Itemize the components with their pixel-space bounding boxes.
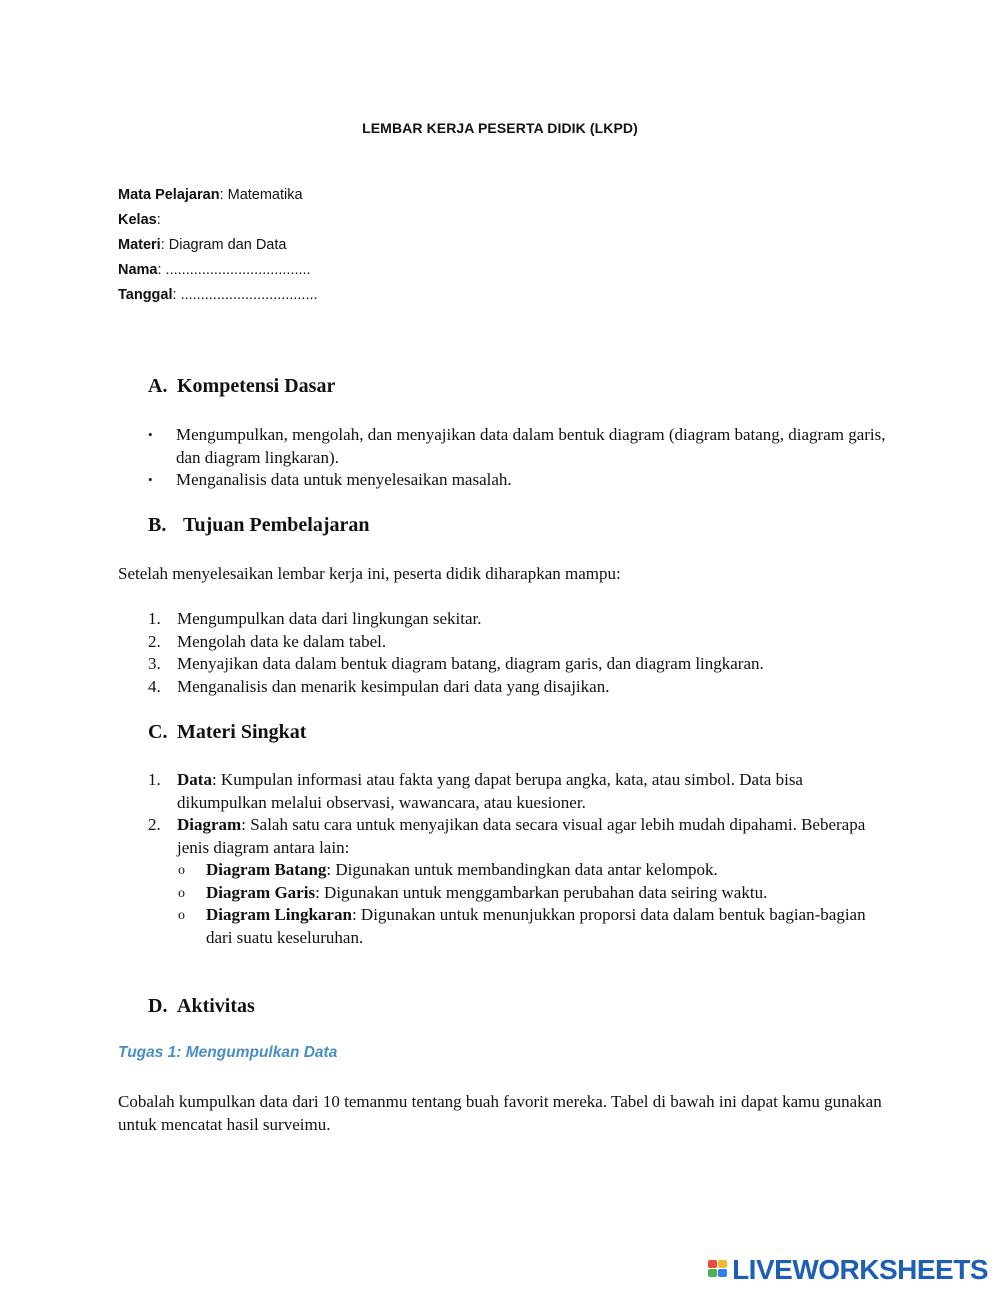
liveworksheets-icon xyxy=(708,1257,728,1283)
list-item: 3. Menyajikan data dalam bentuk diagram batang, diagram garis, dan diagram lingkaran. xyxy=(148,654,764,673)
circle-bullet-icon: o xyxy=(178,863,185,878)
meta-name: Nama: .................................... xyxy=(118,262,311,278)
sub-list-item: o Diagram Garis: Digunakan untuk menggambarkan perubahan data seiring waktu. xyxy=(148,882,878,905)
section-a-list xyxy=(148,424,893,492)
sub-list-item: o Diagram Lingkaran: Digunakan untuk menunjukkan proporsi data dalam bentuk bagian-bagian dari suatu keseluruhan. xyxy=(178,905,866,947)
bullet-icon: • xyxy=(148,472,153,487)
circle-bullet-icon: o xyxy=(178,885,185,901)
section-b-heading: B. Tujuan Pembelajaran xyxy=(148,514,370,536)
list-item: 2. Mengolah data ke dalam tabel. xyxy=(148,631,387,651)
brand-name: LIVEWORKSHEETS xyxy=(732,1254,988,1285)
section-c-list xyxy=(148,769,878,949)
list-item: 4. Menganalisis dan menarik kesimpulan dari data yang disajikan. xyxy=(148,676,610,696)
section-c-heading: C. Materi Singkat xyxy=(148,721,307,743)
meta-subject: Mata Pelajaran: Matematika xyxy=(118,187,303,203)
liveworksheets-logo xyxy=(708,1254,988,1286)
section-d-heading: D. Aktivitas xyxy=(148,995,255,1017)
list-item: 2. Diagram: Salah satu cara untuk menyajikan data secara visual agar lebih mudah dipahami. Beberapa jenis diagram antara lain: o Diagram Batang: Digunakan untuk membandingkan data antar kelompok. o Diagram Garis: Digunakan untuk menggambarkan perubahan data seiring waktu. o Diagram Lingkaran: Digunakan untuk menunjukkan proporsi data dalam bentuk bagian-bagian dari suatu keseluruhan. xyxy=(148,814,878,949)
section-b-list xyxy=(148,608,908,698)
sub-list-item: o Diagram Batang: Digunakan untuk membandingkan data antar kelompok. xyxy=(148,859,878,882)
task-description: Cobalah kumpulkan data dari 10 temanmu tentang buah favorit mereka. Tabel di bawah ini dapat kamu gunakan untuk mencatat hasil surveimu. xyxy=(118,1092,882,1134)
list-item: • Mengumpulkan, mengolah, dan menyajikan data dalam bentuk diagram (diagram batang, diagram garis, dan diagram lingkaran). xyxy=(148,425,886,467)
bullet-icon: • xyxy=(148,427,153,442)
page-title: LEMBAR KERJA PESERTA DIDIK (LKPD) xyxy=(362,120,638,136)
section-a-heading: A. Kompetensi Dasar xyxy=(148,375,336,397)
list-item: 1. Data: Kumpulan informasi atau fakta yang dapat berupa angka, kata, atau simbol. Data bisa dikumpulkan melalui observasi, wawancara, atau kuesioner. xyxy=(148,770,803,812)
meta-class: Kelas: xyxy=(118,212,161,228)
meta-date: Tanggal: .................................. xyxy=(118,287,318,303)
task-title: Tugas 1: Mengumpulkan Data xyxy=(118,1044,338,1061)
list-item: • Menganalisis data untuk menyelesaikan masalah. xyxy=(148,469,893,492)
meta-info xyxy=(118,183,318,308)
meta-material: Materi: Diagram dan Data xyxy=(118,237,287,253)
list-item: 1. Mengumpulkan data dari lingkungan sekitar. xyxy=(148,609,482,628)
section-b-intro: Setelah menyelesaikan lembar kerja ini, peserta didik diharapkan mampu: xyxy=(118,564,621,583)
circle-bullet-icon: o xyxy=(178,908,185,923)
